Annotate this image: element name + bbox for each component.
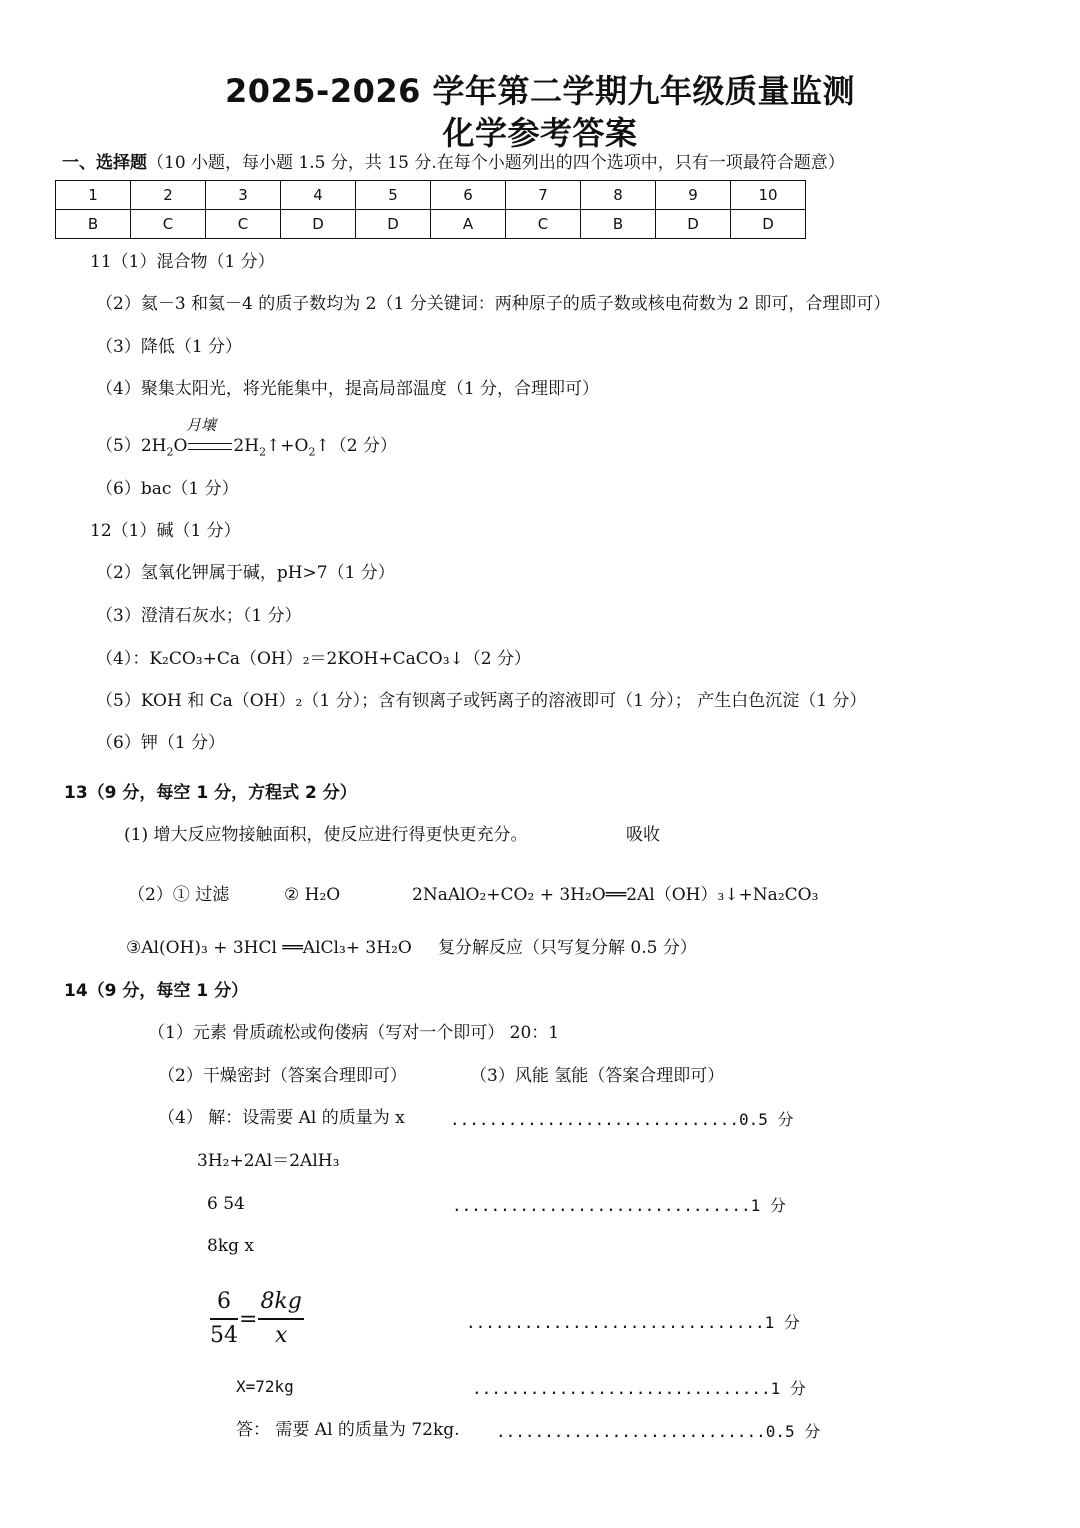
fraction-denominator: 54	[210, 1323, 238, 1348]
q11-line-3: （3）降低（1 分）	[96, 337, 243, 357]
table-cell: B	[56, 210, 131, 239]
q14-line-2a: （2）干燥密封（答案合理即可）	[158, 1066, 407, 1086]
table-cell: D	[281, 210, 356, 239]
section-1-desc: （10 小题，每小题 1.5 分，共 15 分.在每个小题列出的四个选项中，只有一项最符合题意）	[147, 153, 845, 173]
fraction-numerator: 8kg	[258, 1288, 303, 1320]
q12-line-5: （5）KOH 和 Ca（OH）₂（1 分）；含有钡离子或钙离子的溶液即可（1 分）； 产生白色沉淀（1 分）	[96, 691, 867, 711]
equals-sign: =	[239, 1306, 258, 1332]
q11-line-2: （2）氦－3 和氦－4 的质子数均为 2（1 分关键词：两种原子的质子数或核电荷数为 2 即可，合理即可）	[96, 294, 891, 314]
reaction-condition: 月壤	[186, 416, 217, 434]
equation-part: ↑+O	[266, 436, 309, 456]
equation-part: ↑（2 分）	[315, 436, 397, 456]
equation-part: O	[173, 436, 188, 456]
q13-line-1a: (1) 增大反应物接触面积，使反应进行得更快更充分。	[124, 825, 528, 845]
q11-line-4: （4）聚集太阳光，将光能集中，提高局部温度（1 分，合理即可）	[96, 379, 600, 399]
table-cell: 10	[731, 181, 806, 210]
score-dots: ...............................1 分	[452, 1196, 786, 1215]
table-cell: 2	[131, 181, 206, 210]
q12-line-3: （3）澄清石灰水；（1 分）	[96, 606, 302, 626]
q12-line-4: （4）：K₂CO₃+Ca（OH）₂＝2KOH+CaCO₃↓（2 分）	[96, 649, 531, 669]
q13-line-2b: ② H₂O	[284, 885, 341, 905]
q11-line-6: （6）bac（1 分）	[96, 479, 239, 499]
q14-solution-intro: （4） 解：设需要 Al 的质量为 x	[158, 1108, 405, 1128]
table-cell: 7	[506, 181, 581, 210]
equals-double-bar	[188, 443, 232, 450]
fraction-left	[210, 1288, 238, 1350]
score-dots: ..............................0.5 分	[450, 1110, 794, 1129]
equation-part: 2H	[233, 436, 260, 456]
table-cell: D	[731, 210, 806, 239]
table-row-numbers	[56, 181, 806, 210]
table-row-answers	[56, 210, 806, 239]
fraction-right	[258, 1288, 303, 1350]
section-1-label: 一、选择题	[62, 153, 147, 173]
q13-line-3a: ③Al(OH)₃ + 3HCl ══AlCl₃+ 3H₂O	[126, 938, 412, 958]
choice-answer-table	[55, 180, 806, 239]
table-cell: B	[581, 210, 656, 239]
q14-answer: 答： 需要 Al 的质量为 72kg.	[236, 1420, 460, 1440]
fraction-numerator: 6	[210, 1288, 238, 1320]
table-cell: 8	[581, 181, 656, 210]
table-cell: 9	[656, 181, 731, 210]
score-dots: ...............................1 分	[466, 1313, 800, 1332]
table-cell: 4	[281, 181, 356, 210]
section-1-heading	[62, 152, 845, 174]
table-cell: C	[131, 210, 206, 239]
q14-ratio-line-1: 6 54	[207, 1194, 245, 1214]
table-cell: 6	[431, 181, 506, 210]
q14-line-1: （1）元素 骨质疏松或佝偻病（写对一个即可） 20：1	[148, 1023, 560, 1043]
q14-equation: 3H₂+2Al＝2AlH₃	[197, 1151, 340, 1171]
table-cell: D	[356, 210, 431, 239]
fraction-denominator: x	[274, 1323, 288, 1348]
q14-line-2b: （3）风能 氢能（答案合理即可）	[470, 1066, 725, 1086]
q14-proportion	[210, 1288, 304, 1350]
equation-part: （5）2H	[96, 436, 167, 456]
q13-line-1b: 吸收	[626, 825, 660, 845]
score-dots: ............................0.5 分	[496, 1422, 821, 1441]
q14-ratio-line-2: 8kg x	[207, 1236, 254, 1256]
q12-line-6: （6）钾（1 分）	[96, 733, 226, 753]
q14-result: X=72kg	[236, 1377, 294, 1396]
q12-line-2: （2）氢氧化钾属于碱，pH>7（1 分）	[96, 563, 395, 583]
q13-line-3b: 复分解反应（只写复分解 0.5 分）	[438, 938, 697, 958]
table-cell: C	[506, 210, 581, 239]
q12-line-1: 12（1）碱（1 分）	[90, 521, 241, 541]
table-cell: 1	[56, 181, 131, 210]
table-cell: D	[656, 210, 731, 239]
table-cell: 3	[206, 181, 281, 210]
table-cell: A	[431, 210, 506, 239]
q11-line-1: 11（1）混合物（1 分）	[90, 252, 275, 272]
q13-line-2c: 2NaAlO₂+CO₂ + 3H₂O══2Al（OH）₃↓+Na₂CO₃	[412, 885, 819, 905]
page-title: 2025-2026 学年第二学期九年级质量监测	[224, 72, 856, 110]
q13-line-2a: （2）① 过滤	[128, 885, 230, 905]
table-cell: 5	[356, 181, 431, 210]
q14-heading: 14（9 分，每空 1 分）	[64, 981, 249, 1001]
q11-line-5: $(5)2H_2O$ $2H_2↑+O_2↑(2$ 分）	[96, 436, 397, 459]
score-dots: ...............................1 分	[472, 1379, 806, 1398]
table-cell: C	[206, 210, 281, 239]
q13-heading: 13（9 分，每空 1 分，方程式 2 分）	[64, 783, 357, 803]
page-subtitle: 化学参考答案	[442, 114, 638, 152]
